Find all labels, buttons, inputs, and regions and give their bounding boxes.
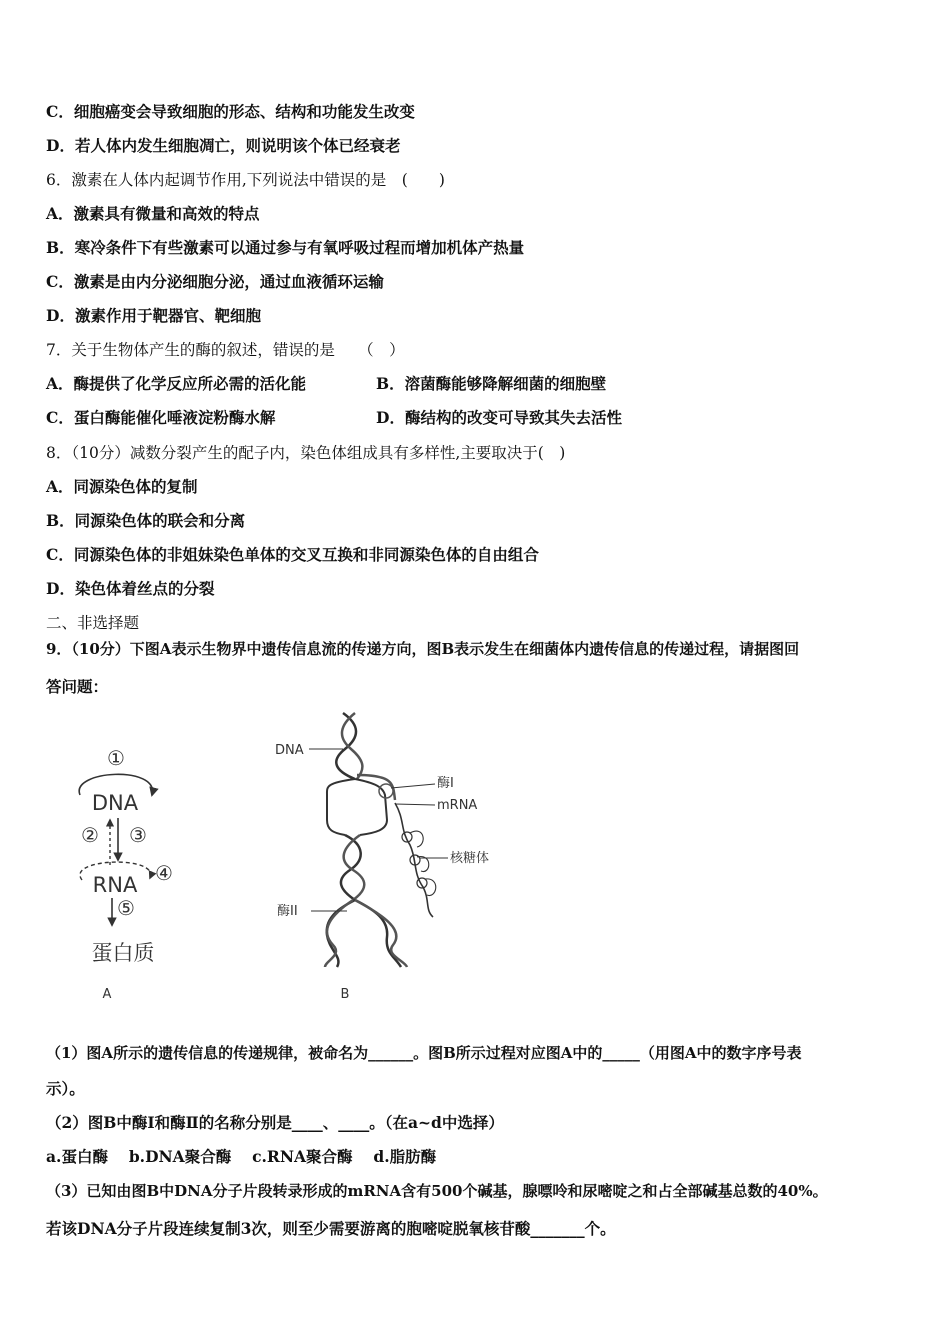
fig-b-dna-label: DNA bbox=[275, 743, 304, 758]
q9-part1-line2: 示）。 bbox=[46, 1079, 85, 1098]
fig-b-ribosome-label: 核糖体 bbox=[450, 851, 490, 866]
fig-a-caption: A bbox=[102, 987, 112, 1002]
q9-stem-line1: 9．（10分）下图A表示生物界中遗传信息流的传递方向，图B表示发生在细菌体内遗传信息的传递过程，请据图回 bbox=[46, 640, 800, 658]
q5-option-c: C．细胞癌变会导致细胞的形态、结构和功能发生改变 bbox=[46, 102, 415, 121]
q7-option-b: B．溶菌酶能够降解细菌的细胞壁 bbox=[376, 374, 607, 393]
fig-a-protein: 蛋白质 bbox=[91, 941, 155, 965]
q8-stem: 8．（10分）减数分裂产生的配子内，染色体组成具有多样性,主要取决于( ) bbox=[46, 444, 566, 462]
q8-option-a: A．同源染色体的复制 bbox=[46, 477, 198, 496]
q9-part2: （2）图B中酶Ⅰ和酶Ⅱ的名称分别是____、____。（在a~d中选择） bbox=[46, 1113, 504, 1132]
q9-part3-line2: 若该DNA分子片段连续复制3次，则至少需要游离的胞嘧啶脱氧核苷酸_______个。 bbox=[46, 1219, 616, 1238]
fig-b-enzyme2-label: 酶II bbox=[277, 904, 298, 919]
fig-a-num-4: ④ bbox=[155, 861, 173, 885]
q7-option-a: A．酶提供了化学反应所必需的活化能 bbox=[46, 374, 307, 393]
fig-a-dna: DNA bbox=[91, 791, 139, 815]
fig-a-num-3: ③ bbox=[129, 823, 147, 847]
q7-option-c: C．蛋白酶能催化唾液淀粉酶水解 bbox=[46, 408, 276, 427]
q6-option-c: C．激素是由内分泌细胞分泌，通过血液循环运输 bbox=[46, 272, 384, 291]
q9-part1-line1: （1）图A所示的遗传信息的传递规律，被命名为______。图B所示过程对应图A中的_____（用图A中的数字序号表 bbox=[46, 1044, 802, 1062]
q6-stem: 6．激素在人体内起调节作用,下列说法中错误的是 ( ) bbox=[46, 171, 445, 189]
q8-option-d: D．染色体着丝点的分裂 bbox=[46, 579, 215, 598]
q9-part3-line1: （3）已知由图B中DNA分子片段转录形成的mRNA含有500个碱基，腺嘌呤和尿嘧啶之和占全部碱基总数的40%。 bbox=[46, 1182, 828, 1200]
fig-a-num-1: ① bbox=[107, 746, 125, 770]
fig-b-enzyme1-label: 酶I bbox=[437, 776, 454, 791]
q6-option-d: D．激素作用于靶器官、靶细胞 bbox=[46, 306, 261, 325]
fig-b-caption: B bbox=[340, 987, 350, 1002]
q8-option-b: B．同源染色体的联会和分离 bbox=[46, 511, 246, 530]
q9-stem-line2: 答问题： bbox=[46, 677, 109, 696]
fig-b-mrna-label: mRNA bbox=[437, 798, 478, 813]
q5-option-d: D．若人体内发生细胞凋亡，则说明该个体已经衰老 bbox=[46, 136, 401, 155]
fig-a-num-5: ⑤ bbox=[117, 896, 135, 920]
q7-option-d: D．酶结构的改变可导致其失去活性 bbox=[376, 408, 622, 427]
figure-a bbox=[60, 740, 200, 1010]
q7-stem: 7．关于生物体产生的酶的叙述，错误的是 （ ） bbox=[46, 341, 405, 359]
q9-options: a.蛋白酶 b.DNA聚合酶 c.RNA聚合酶 d.脂肪酶 bbox=[46, 1147, 437, 1166]
q6-option-b: B．寒冷条件下有些激素可以通过参与有氧呼吸过程而增加机体产热量 bbox=[46, 238, 525, 257]
section-heading: 二、非选择题 bbox=[46, 614, 140, 632]
fig-a-num-2: ② bbox=[81, 823, 99, 847]
q6-option-a: A．激素具有微量和高效的特点 bbox=[46, 204, 260, 223]
q8-option-c: C．同源染色体的非姐妹染色单体的交叉互换和非同源染色体的自由组合 bbox=[46, 545, 539, 564]
figure-b bbox=[265, 705, 525, 1010]
fig-a-rna: RNA bbox=[92, 873, 138, 897]
